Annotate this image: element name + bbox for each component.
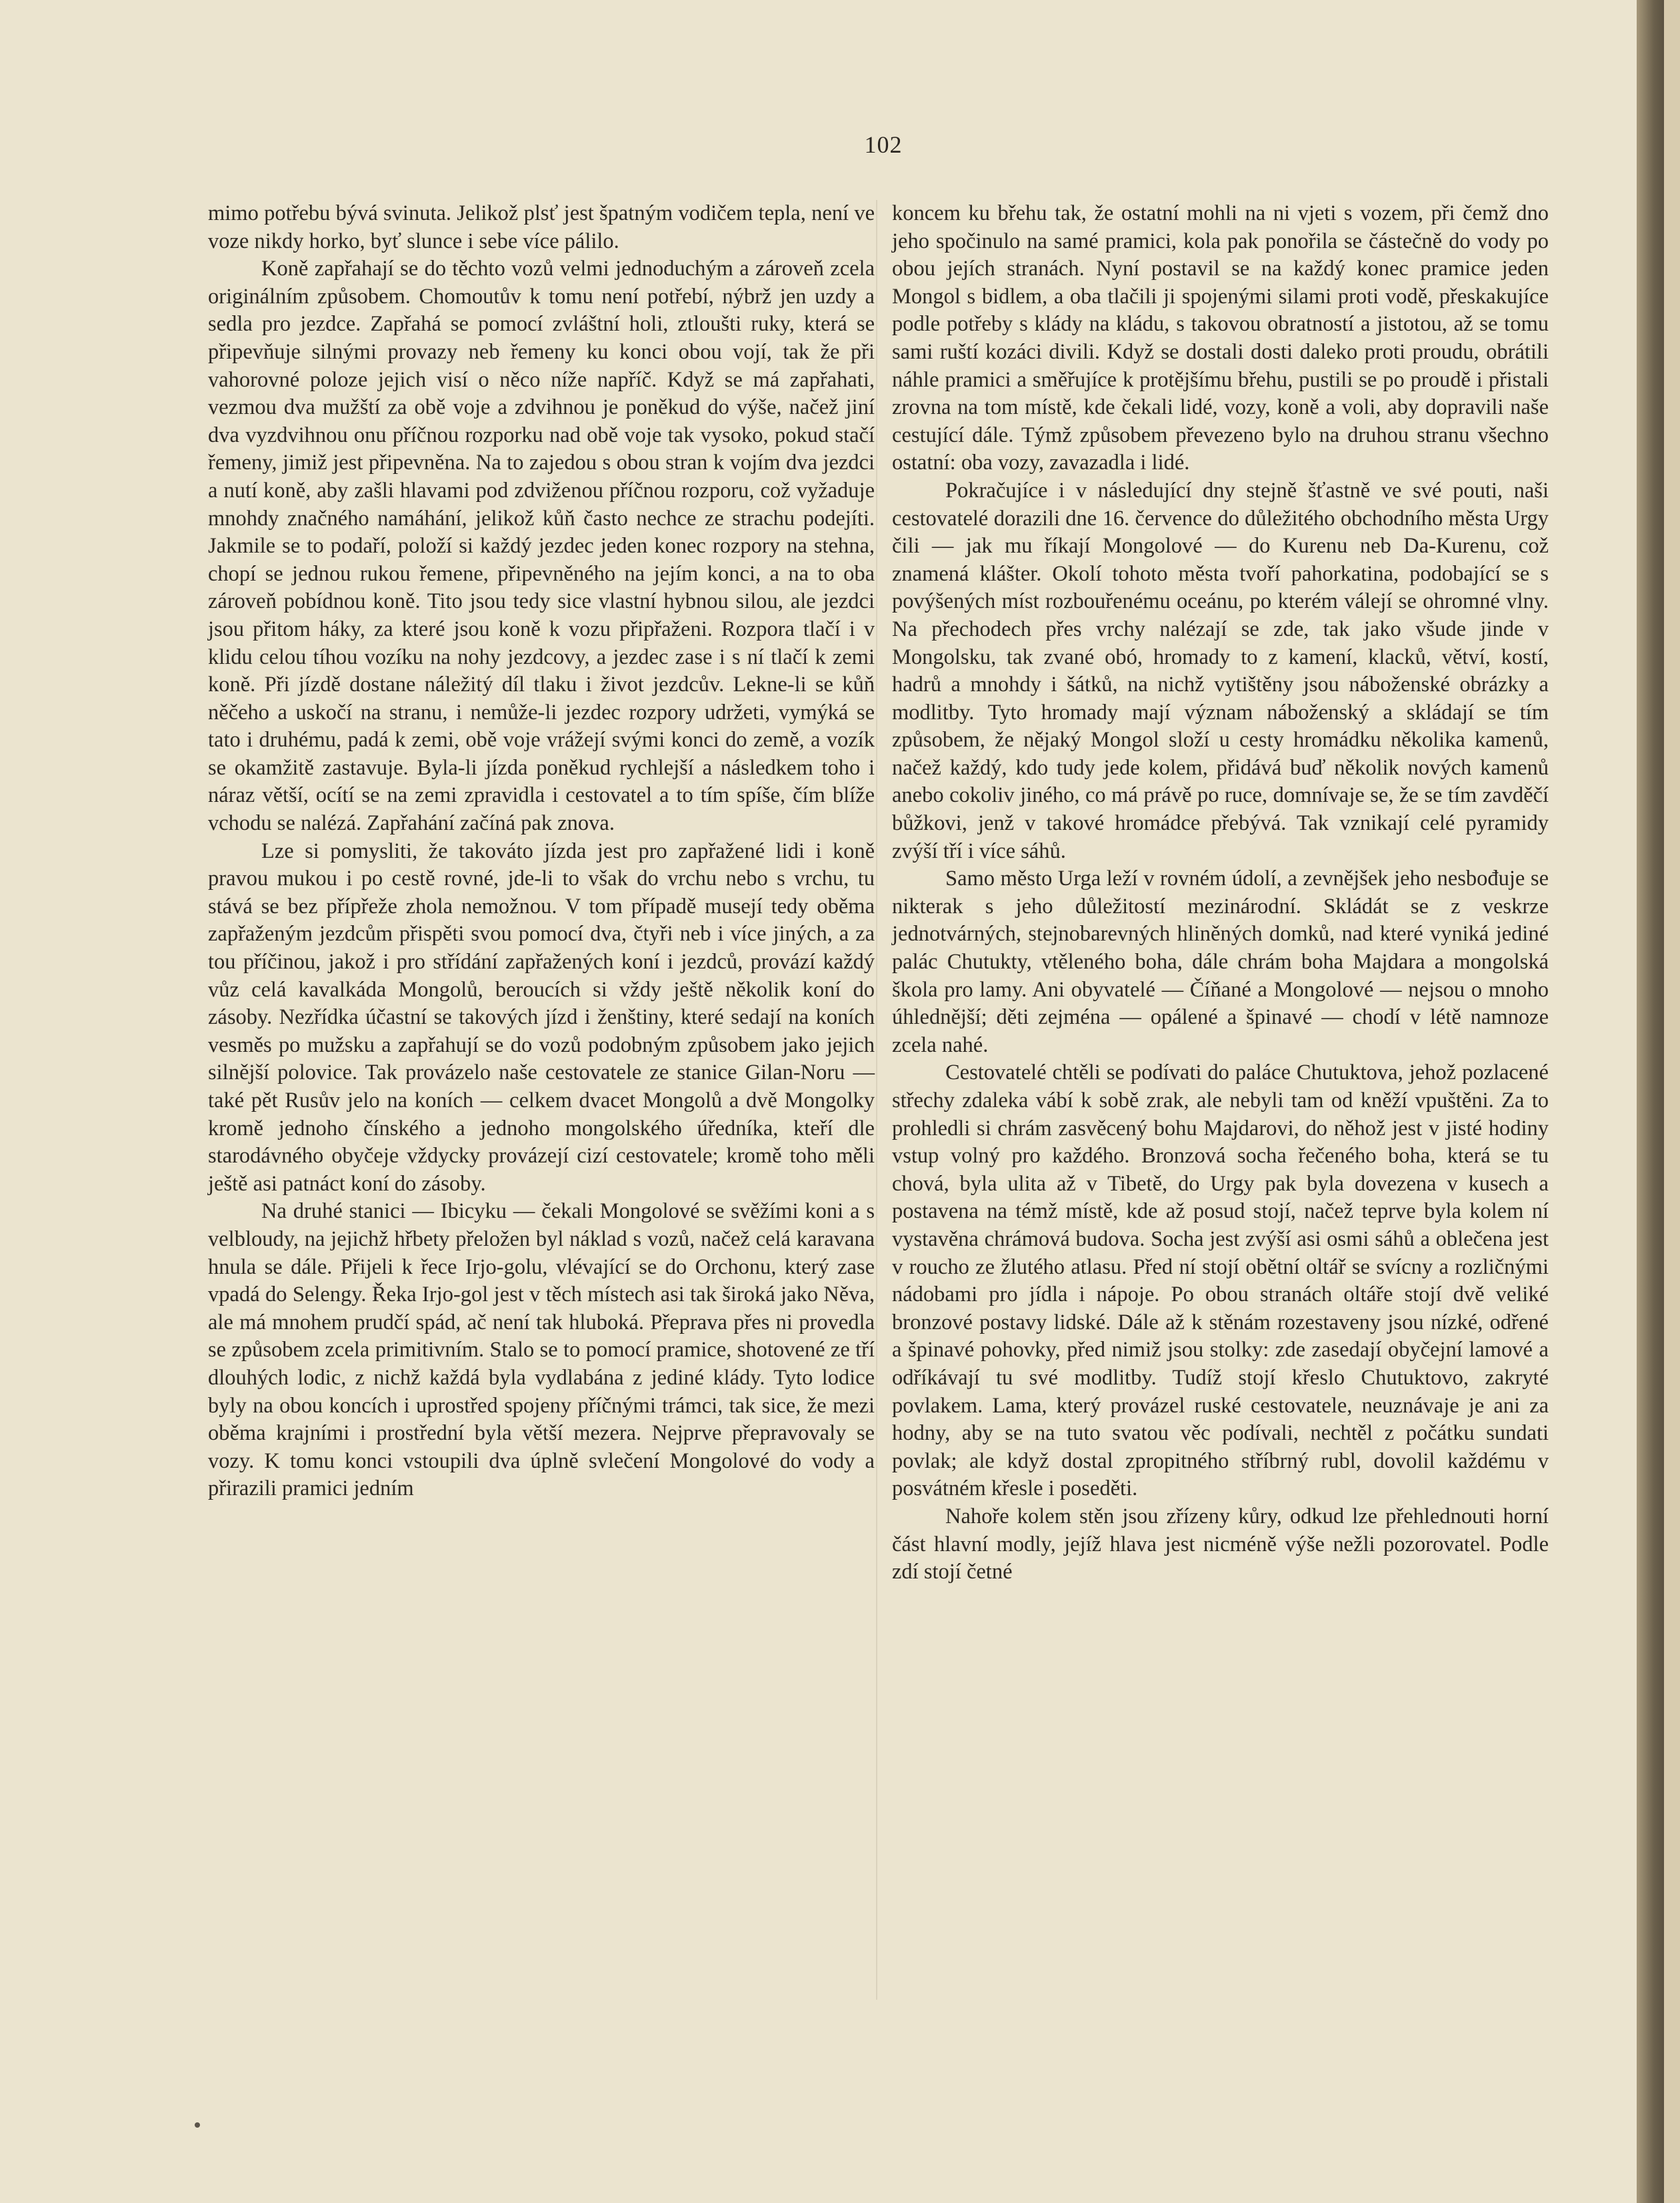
- page-number: 102: [864, 131, 903, 158]
- paragraph: Samo město Urga leží v rovném údolí, a zevnějšek jeho nesbođuje se nikterak s jeho důležitostí mezinárodní. Skládát se z veskrze jednotvárných, stejnobarevných hliněných domků, nad které vyniká jediné palác Chutukty, vtěleného boha, dále chrám boha Majdara a mongolská škola pro lamy. Ani obyvatelé — Číňané a Mongolové — nejsou o mnoho úhlednější; děti zejména — opálené a špinavé — chodí v létě namnoze zcela nahé.: [892, 867, 1549, 1057]
- paragraph: Nahoře kolem stěn jsou zřízeny kůry, odkud lze přehlednouti horní část hlavní modly, jejíž hlava jest nicméně výše nežli pozorovatel. Podle zdí stojí četné: [892, 1504, 1549, 1584]
- left-column: [208, 200, 875, 1503]
- ink-speck: [195, 2122, 200, 2128]
- paragraph: Na druhé stanici — Ibicyku — čekali Mongolové se svěžími koni a s velbloudy, na jejichž hřbety přeložen byl náklad s vozů, načež celá karavana hnula se dále. Přijeli k řece Irjo-golu, vlévající se do Orchonu, který zase vpadá do Selengy. Řeka Irjo-gol jest v těch místech asi tak široká jako Něva, ale má mnohem prudčí spád, ač není tak hluboká. Přeprava přes ni provedla se způsobem zcela primitivním. Stalo se to pomocí pramice, shotovené ze tří dlouhých lodic, z nichž každá byla vydlabána z jediné klády. Tyto lodice byly na obou koncích i uprostřed spojeny příčnými trámci, tak sice, že mezi oběma krajními i prostřední byla větší mezera. Nejprve přepravovaly se vozy. K tomu konci vstoupili dva úplně svlečení Mongolové do vody a přirazili pramici jedním: [208, 1199, 875, 1501]
- column-divider: [876, 200, 877, 2000]
- paragraph: mimo potřebu bývá svinuta. Jelikož plsť jest špatným vodičem tepla, není ve voze nikdy horko, byť slunce i sebe více pálilo.: [208, 201, 875, 253]
- paragraph: Lze si pomysliti, že takováto jízda jest pro zapřažené lidi i koně pravou mukou i po cestě rovné, jde-li to však do vrchu nebo s vrchu, tu stává se bez přípřeže zhola nemožnou. V tom případě musejí tedy oběma zapřaženým jezdcům přispěti svou pomocí dva, čtyři neb i více jiných, a za tou příčinou, jakož i pro střídání zapřažených koní i jezdců, provází každý vůz celá kavalkáda Mongolů, beroucích si vždy ještě několik koní do zásoby. Nezřídka účastní se takových jízd i ženštiny, které sedají na koních vesměs po mužsku a zapřahují se do vozů podobným způsobem jako jejich silnější polovice. Tak provázelo naše cestovatele ze stanice Gilan-Noru — také pět Rusův jelo na koních — celkem dvacet Mongolů a dvě Mongolky kromě jednoho čínského a jednoho mongolského úředníka, kteří dle starodávného obyčeje vždycky provázejí cizí cestovatele; kromě toho měli ještě asi patnáct koní do zásoby.: [208, 839, 875, 1196]
- paragraph: Koně zapřahají se do těchto vozů velmi jednoduchým a zároveň zcela originálním způsobem. Chomoutův k tomu není potřebí, nýbrž jen uzdy a sedla pro jezdce. Zapřahá se pomocí zvláštní holi, ztloušti ruky, která se připevňuje silnými provazy neb řemeny ku konci obou vojí, tak že při vahorovné poloze jejich visí o něco níže napříč. Když se má zapřahati, vezmou dva mužští za obě voje a zdvihnou je poněkud do výše, načež jiní dva vyzdvihnou onu příčnou rozporku nad obě voje tak vysoko, pokud stačí řemeny, jimiž jest připevněna. Na to zajedou s obou stran k vojím dva jezdci a nutí koně, aby zašli hlavami pod zdviženou příčnou rozporu, což vyžaduje mnohdy značného namáhání, jelikož kůň často nechce ze strachu podejíti. Jakmile se to podaří, položí si každý jezdec jeden konec rozpory na stehna, chopí se jednou rukou řemene, připevněného na jejím konci, a na to oba zároveň pobídnou koně. Tito jsou tedy sice vlastní hybnou silou, ale jezdci jsou přitom háky, za které jsou koně k vozu připřaženi. Rozpora tlačí i v klidu celou tíhou vozíku na nohy jezdcovy, a jezdec zase i s ní tlačí k zemi koně. Při jízdě dostane náležitý díl tlaku i život jezdcův. Lekne-li se kůň něčeho a uskočí na stranu, i nemůže-li jezdec rozpory udržeti, vymýká se tato i druhému, padá k zemi, obě voje vrážejí svými konci do země, a vozík se okamžitě zastavuje. Byla-li jízda poněkud rychlejší a následkem toho i náraz větší, ocítí se na zemi zpravidla i cestovatel a to tím spíše, čím blíže vchodu se nalézá. Zapřahání začíná pak znova.: [208, 257, 875, 836]
- right-column: [892, 200, 1549, 1586]
- paragraph: Pokračujíce i v následující dny stejně šťastně ve své pouti, naši cestovatelé dorazili dne 16. července do důležitého obchodního města Urgy čili — jak mu říkají Mongolové — do Kurenu neb Da-Kurenu, což znamená klášter. Okolí tohoto města tvoří pahorkatina, podobající se s povýšených míst rozbouřenému oceánu, po kterém válejí se ohromné vlny. Na přechodech přes vrchy nalézají se zde, tak jako všude jinde v Mongolsku, tak zvané obó, hromady to z kamení, klacků, větví, kostí, hadrů a mnohdy i šátků, na nichž vytištěny jsou náboženské obrázky a modlitby. Tyto hromady mají význam náboženský a skládají se tím způsobem, že nějaký Mongol složí u cesty hromádku několika kamenů, načež každý, kdo tudy jede kolem, přidává buď několik nových kamenů anebo cokoliv jiného, co má právě po ruce, domnívaje se, že se tím zavděčí bůžkovi, jenž v takové hromádce přebývá. Tak vznikají celé pyramidy zvýší tří i více sáhů.: [892, 478, 1549, 863]
- paragraph: Cestovatelé chtěli se podívati do paláce Chutuktova, jehož pozlacené střechy zdaleka vábí k sobě zrak, ale nebyli tam od kněží vpuštěni. Za to prohledli si chrám zasvěcený bohu Majdarovi, do něhož jest v jisté hodiny vstup volný pro každého. Bronzová socha řečeného boha, která se tu chová, byla ulita až v Tibetě, do Urgy pak byla dovezena v kusech a postavena na témž místě, kde až posud stojí, načež teprve byla kolem ní vystavěna chrámová budova. Socha jest zvýší asi osmi sáhů a oblečena jest v roucho ze žlutého atlasu. Před ní stojí obětní oltář se svícny a rozličnými nádobami pro jídla i nápoje. Po obou stranách oltáře stojí dvě veliké bronzové postavy lidské. Dále až k stěnám rozestaveny jsou nízké, odřené a špinavé pohovky, před nimiž jsou stolky: zde zasedají obyčejní lamové a odříkávají tu své modlitby. Tudíž stojí křeslo Chutuktovo, zakryté povlakem. Lama, který provázel ruské cestovatele, neuznávaje je ani za hodny, aby se na tuto svatou věc podívali, nechtěl z počátku sundati povlak; ale když dostal zpropitného stříbrný rubl, dovolil každému v posvátném křesle i poseděti.: [892, 1061, 1549, 1501]
- page-edge-strip: [1664, 0, 1680, 2203]
- paragraph: koncem ku břehu tak, že ostatní mohli na ni vjeti s vozem, při čemž dno jeho spočinulo na samé pramici, kola pak ponořila se částečně do vody po obou jejích stranách. Nyní postavil se na každý konec pramice jeden Mongol s bidlem, a oba tlačili ji spojenými silami proti vodě, přeskakujíce podle potřeby s klády na kládu, s takovou obratností a jistotou, až se tomu sami ruští kozáci divili. Když se dostali dosti daleko proti proudu, obrátili náhle pramici a směřujíce k protějšímu břehu, pustili se po proudě i přistali zrovna na tom místě, kde čekali lidé, vozy, koně a voli, aby dopravili naše cestující dále. Týmž způsobem převezeno bylo na druhou stranu všechno ostatní: oba vozy, zavazadla i lidé.: [892, 201, 1549, 475]
